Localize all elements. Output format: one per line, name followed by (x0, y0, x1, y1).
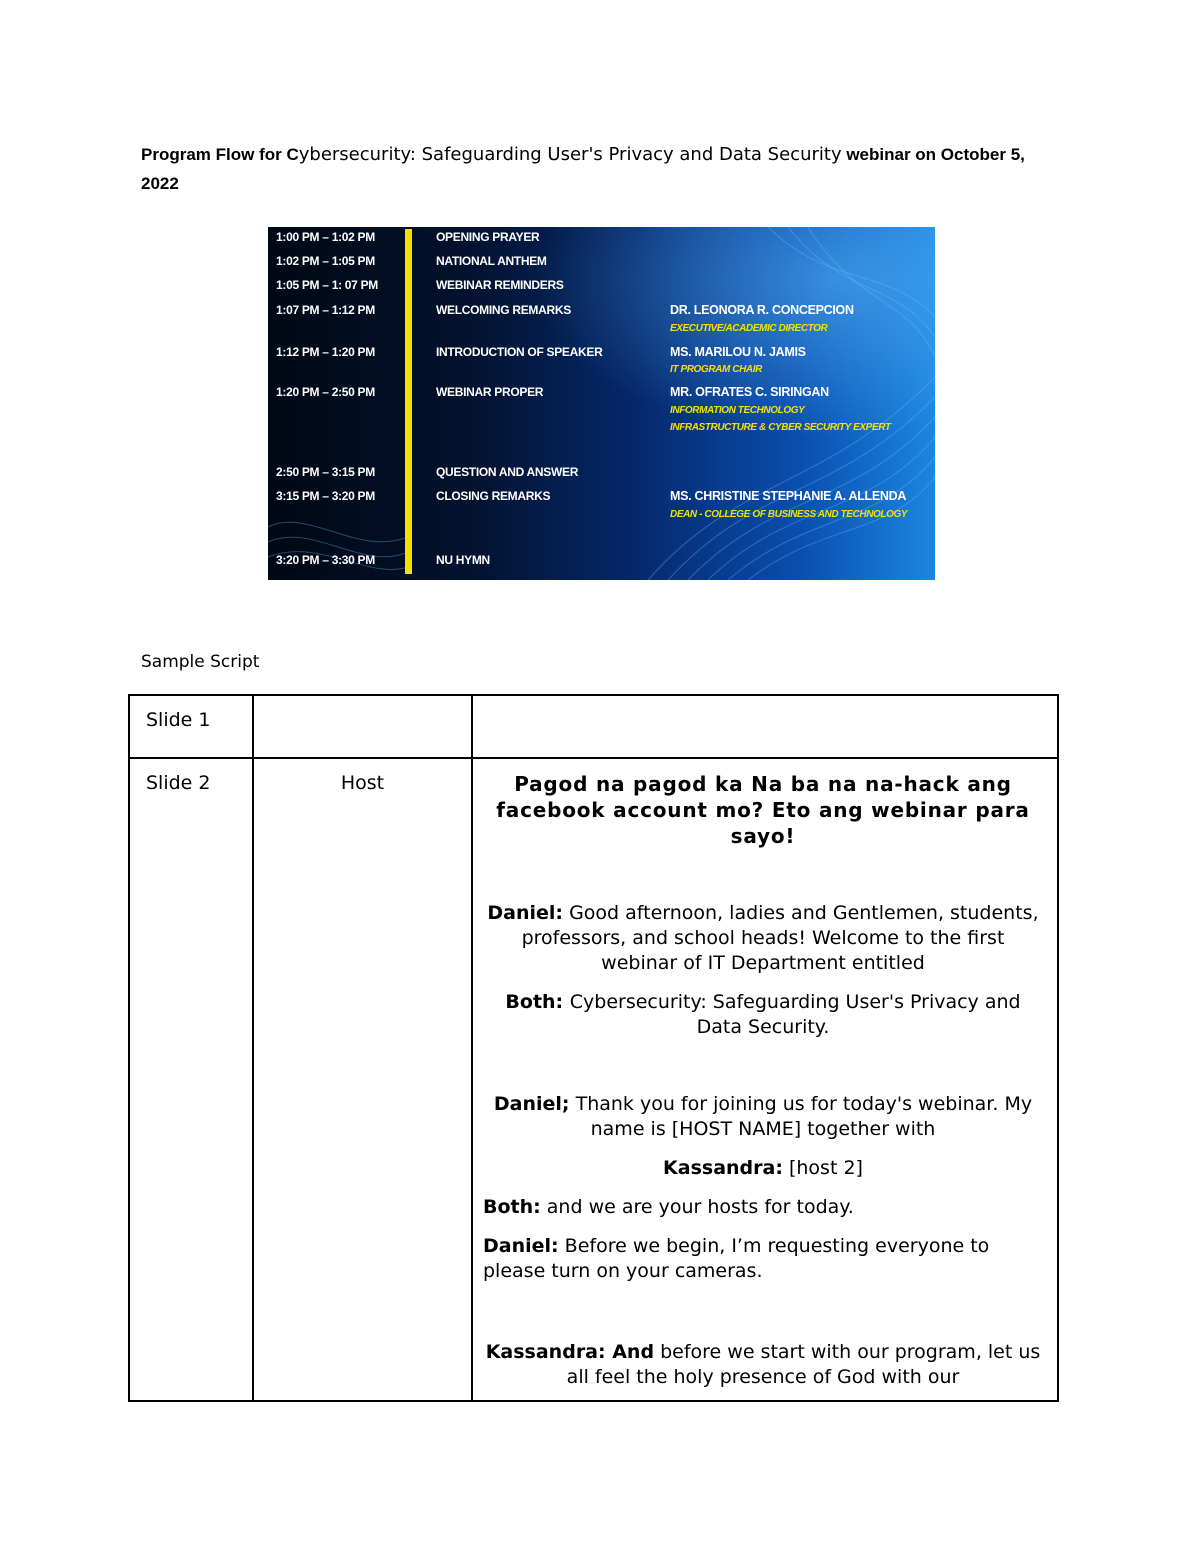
script-line (483, 1092, 1043, 1142)
line-text: Good afternoon, ladies and Gentlemen, students, professors, and school heads! Welcome to the first webinar of IT Department entitled (521, 902, 1039, 974)
schedule-time: 2:50 PM – 3:15 PM (276, 465, 375, 479)
schedule-item: WELCOMING REMARKS (436, 303, 571, 317)
schedule-time: 1:05 PM – 1: 07 PM (276, 278, 378, 292)
schedule-item: INTRODUCTION OF SPEAKER (436, 345, 603, 359)
document-heading (141, 140, 1061, 198)
speaker-cell (253, 695, 472, 758)
schedule-time: 3:15 PM – 3:20 PM (276, 489, 375, 503)
schedule-time: 1:07 PM – 1:12 PM (276, 303, 375, 317)
slide-cell: Slide 1 (129, 695, 253, 758)
schedule-time: 1:20 PM – 2:50 PM (276, 385, 375, 399)
line-text: Cybersecurity: Safeguarding User's Privacy and Data Security. (569, 991, 1021, 1038)
schedule-time: 3:20 PM – 3:30 PM (276, 553, 375, 567)
speaker-role: IT PROGRAM CHAIR (670, 364, 762, 375)
table-row (129, 758, 1058, 1401)
program-flow-banner (268, 227, 935, 580)
schedule-item: WEBINAR REMINDERS (436, 278, 564, 292)
script-line (483, 901, 1043, 976)
line-text: Before we begin, I’m requesting everyone to please turn on your cameras. (483, 1235, 990, 1282)
schedule-item: OPENING PRAYER (436, 230, 540, 244)
line-text: and we are your hosts for today. (540, 1196, 854, 1218)
line-speaker: Kassandra: And (485, 1341, 655, 1363)
script-line (483, 1156, 1043, 1181)
line-speaker: Daniel; (493, 1093, 570, 1115)
speaker-name: MS. MARILOU N. JAMIS (670, 345, 806, 359)
schedule-item: NU HYMN (436, 553, 490, 567)
line-text: Thank you for joining us for today's webinar. My name is [HOST NAME] together with (569, 1093, 1033, 1140)
speaker-role: DEAN - COLLEGE OF BUSINESS AND TECHNOLOGY (670, 509, 908, 520)
schedule-item: NATIONAL ANTHEM (436, 254, 547, 268)
sample-script-label: Sample Script (141, 652, 260, 672)
script-table (128, 694, 1059, 1402)
heading-topic: ybersecurity: Safeguarding User's Privacy and Data Security (298, 144, 842, 165)
schedule-item: CLOSING REMARKS (436, 489, 551, 503)
timeline-divider-bar (405, 229, 412, 574)
table-row (129, 695, 1058, 758)
schedule-time: 1:12 PM – 1:20 PM (276, 345, 375, 359)
speaker-name: MR. OFRATES C. SIRINGAN (670, 385, 829, 399)
line-speaker: Daniel: (487, 902, 564, 924)
line-text: [host 2] (782, 1157, 863, 1179)
schedule-item: WEBINAR PROPER (436, 385, 544, 399)
line-speaker: Kassandra: (663, 1157, 783, 1179)
slide-cell: Slide 2 (129, 758, 253, 1401)
schedule-time: 1:02 PM – 1:05 PM (276, 254, 375, 268)
script-line (483, 1195, 1043, 1220)
schedule-time: 1:00 PM – 1:02 PM (276, 230, 375, 244)
script-cell (472, 758, 1058, 1401)
line-text: before we start with our program, let us all feel the holy presence of God with our (566, 1341, 1041, 1388)
line-speaker: Daniel: (483, 1235, 559, 1257)
speaker-role: INFORMATION TECHNOLOGY (670, 405, 805, 416)
speaker-role: INFRASTRUCTURE & CYBER SECURITY EXPERT (670, 422, 891, 433)
schedule-item: QUESTION AND ANSWER (436, 465, 579, 479)
script-line (483, 990, 1043, 1040)
speaker-name: DR. LEONORA R. CONCEPCION (670, 303, 854, 317)
heading-suffix: webinar on October 5, 2022 (141, 145, 1025, 193)
script-cell (472, 695, 1058, 758)
line-speaker: Both: (505, 991, 570, 1013)
speaker-cell: Host (253, 758, 472, 1401)
line-speaker: Both: (483, 1196, 541, 1218)
heading-prefix: Program Flow for C (141, 145, 299, 164)
speaker-role: EXECUTIVE/ACADEMIC DIRECTOR (670, 323, 828, 334)
script-line (483, 1234, 1043, 1284)
script-line (483, 1340, 1043, 1390)
speaker-name: MS. CHRISTINE STEPHANIE A. ALLENDA (670, 489, 907, 503)
tagline: Pagod na pagod ka Na ba na na-hack ang facebook account mo? Eto ang webinar para sayo! (496, 772, 1030, 848)
